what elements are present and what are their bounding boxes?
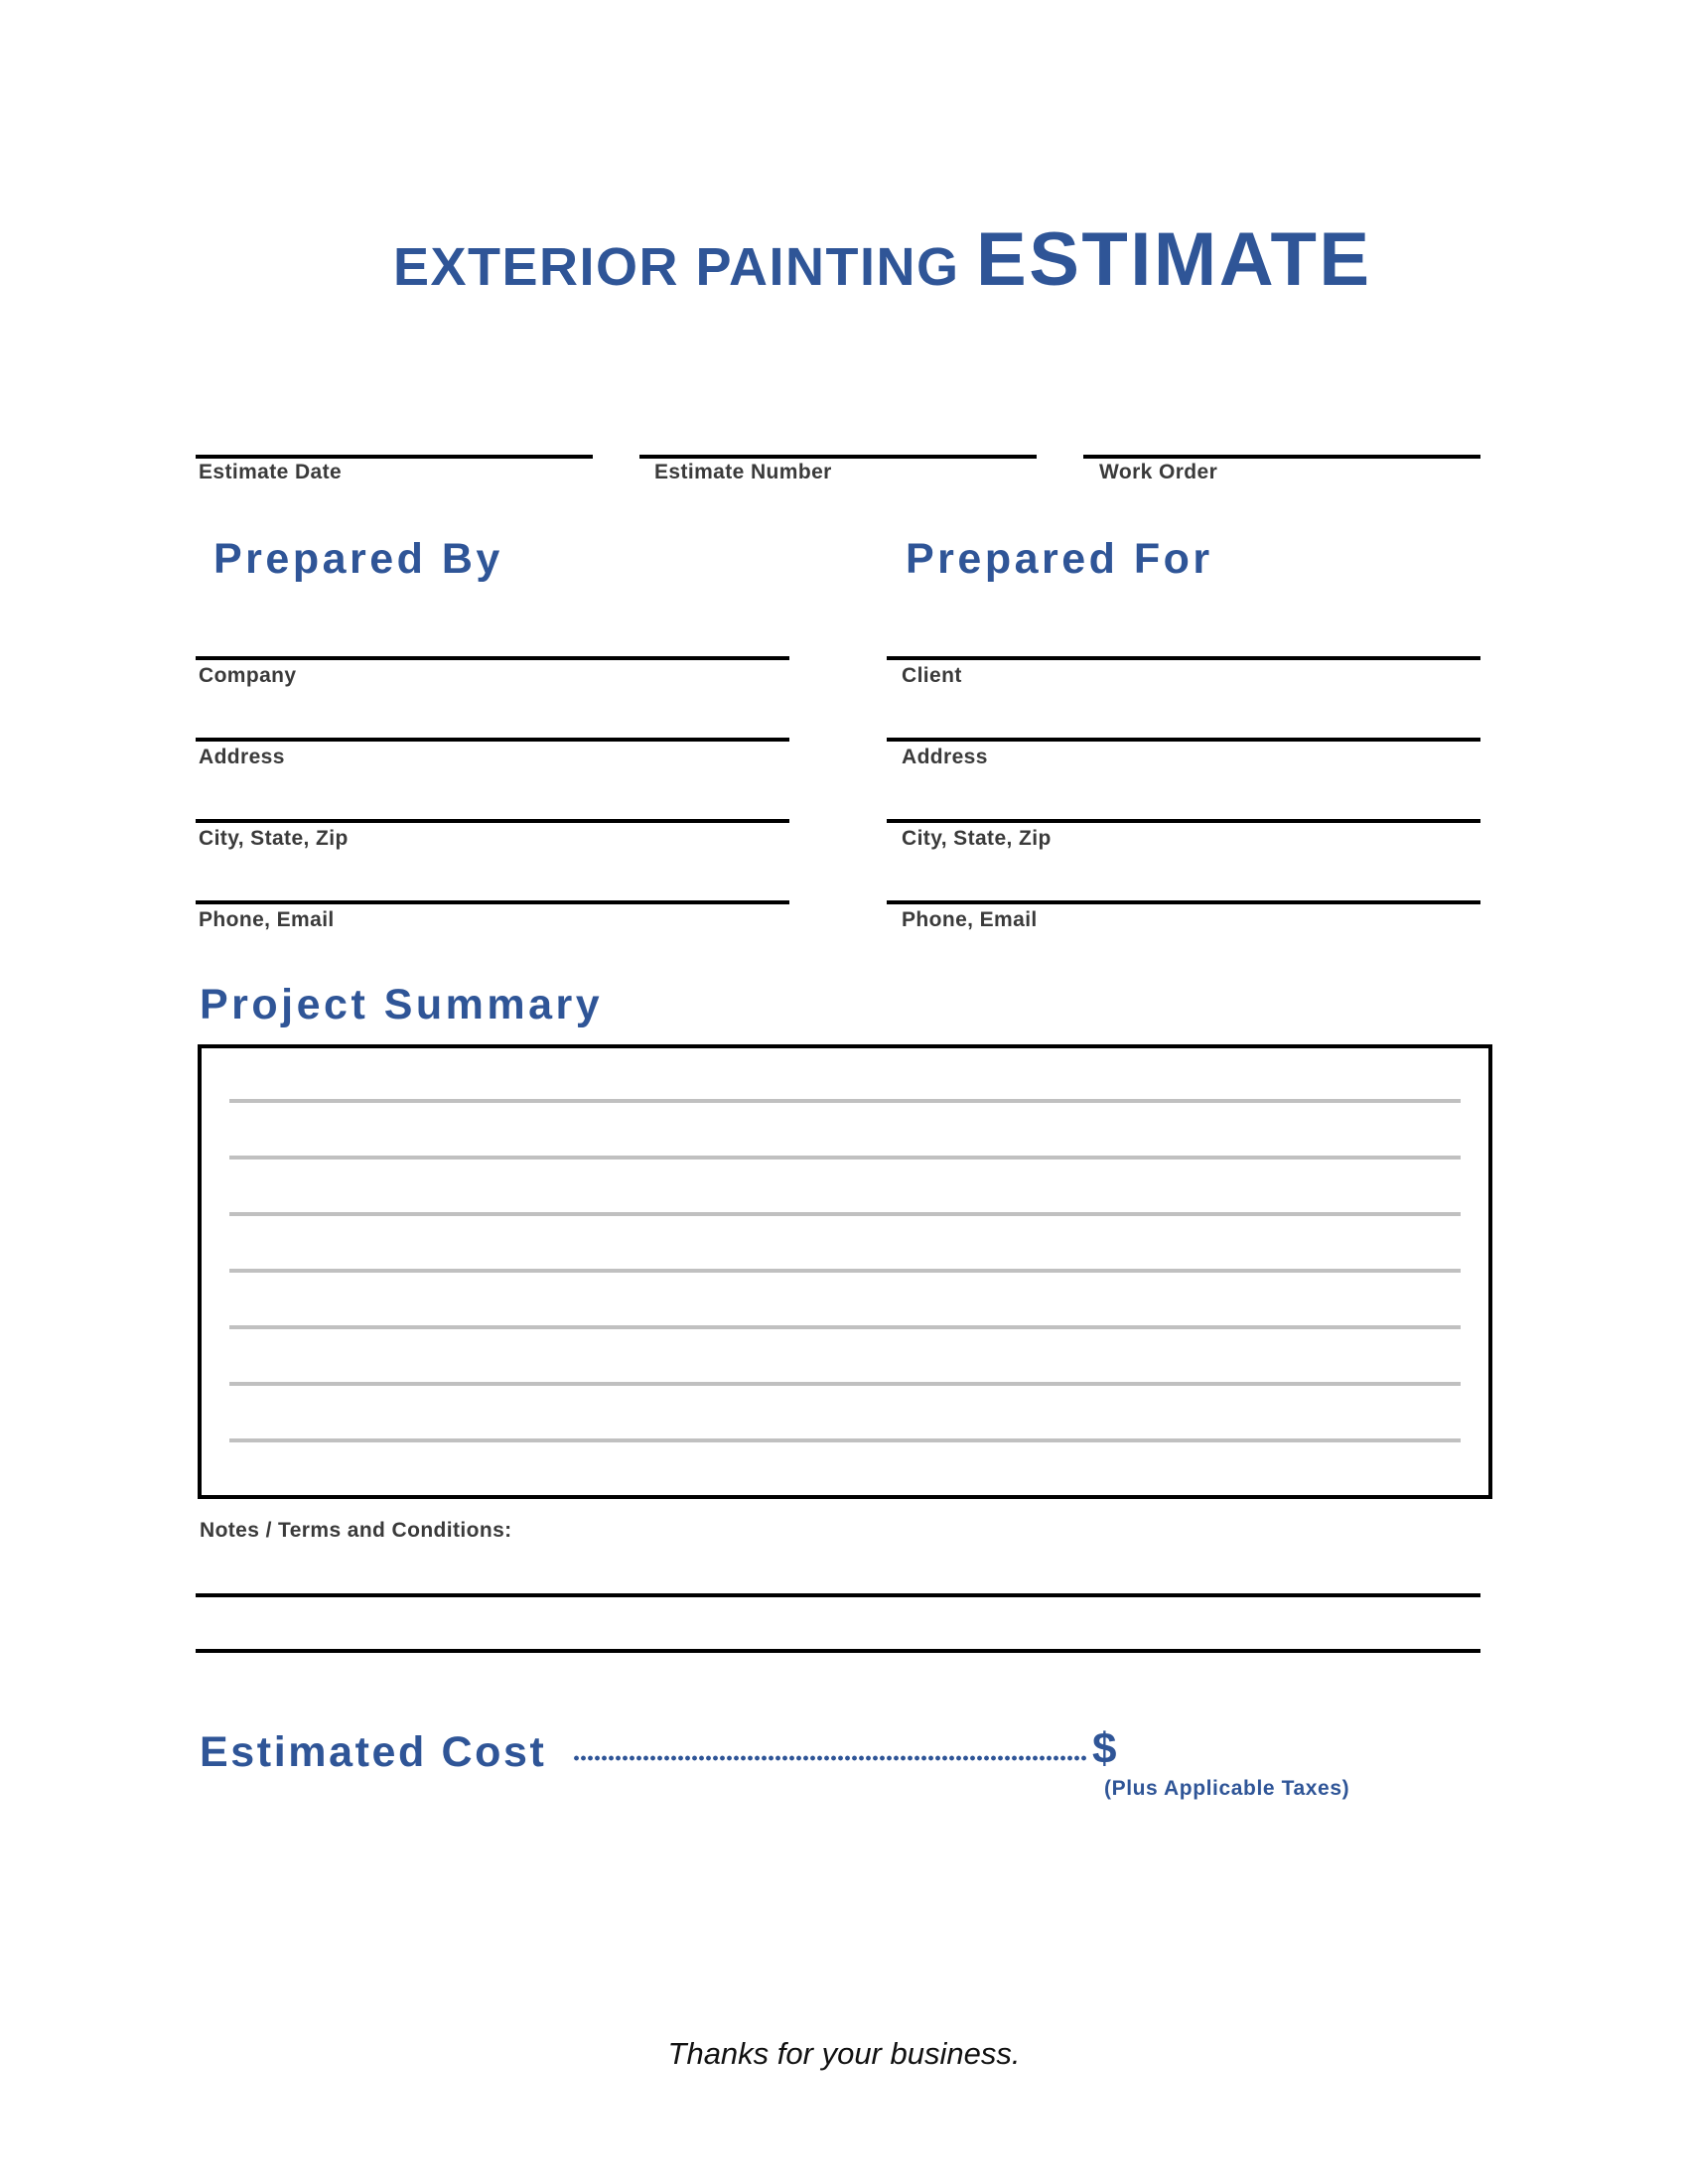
title-main: ESTIMATE [976,217,1372,302]
notes-line-1[interactable] [196,1593,1480,1597]
company-label: Company [199,664,297,687]
estimate-number-label: Estimate Number [654,461,832,483]
estimated-cost-label: Estimated Cost [200,1728,547,1776]
by-city-state-zip-field[interactable] [196,819,789,823]
for-city-state-zip-field[interactable] [887,819,1480,823]
summary-line [229,1099,1461,1103]
prepared-by-heading: Prepared By [213,535,503,583]
summary-line [229,1438,1461,1442]
for-phone-email-label: Phone, Email [902,908,1038,931]
notes-line-2[interactable] [196,1649,1480,1653]
thanks-message: Thanks for your business. [667,2036,1021,2071]
taxes-note: (Plus Applicable Taxes) [1104,1777,1350,1800]
for-phone-email-field[interactable] [887,900,1480,904]
client-field[interactable] [887,656,1480,660]
summary-line [229,1325,1461,1329]
document-title [393,217,1372,302]
dot-leader [573,1755,1087,1761]
for-address-label: Address [902,746,988,768]
by-phone-email-field[interactable] [196,900,789,904]
estimate-date-label: Estimate Date [199,461,343,483]
estimated-cost-value[interactable] [1127,1731,1480,1771]
client-label: Client [902,664,962,687]
title-prefix: EXTERIOR PAINTING [393,237,960,297]
prepared-for-heading: Prepared For [906,535,1213,583]
currency-symbol: $ [1092,1724,1117,1773]
work-order-field[interactable] [1083,455,1480,459]
estimate-date-field[interactable] [196,455,593,459]
by-phone-email-label: Phone, Email [199,908,335,931]
by-city-state-zip-label: City, State, Zip [199,827,349,850]
project-summary-heading: Project Summary [200,981,604,1028]
estimate-number-field[interactable] [639,455,1037,459]
by-address-label: Address [199,746,285,768]
for-address-field[interactable] [887,738,1480,742]
company-field[interactable] [196,656,789,660]
notes-label: Notes / Terms and Conditions: [200,1519,512,1542]
summary-line [229,1156,1461,1160]
by-address-field[interactable] [196,738,789,742]
summary-line [229,1212,1461,1216]
summary-line [229,1269,1461,1273]
work-order-label: Work Order [1099,461,1218,483]
summary-line [229,1382,1461,1386]
for-city-state-zip-label: City, State, Zip [902,827,1052,850]
